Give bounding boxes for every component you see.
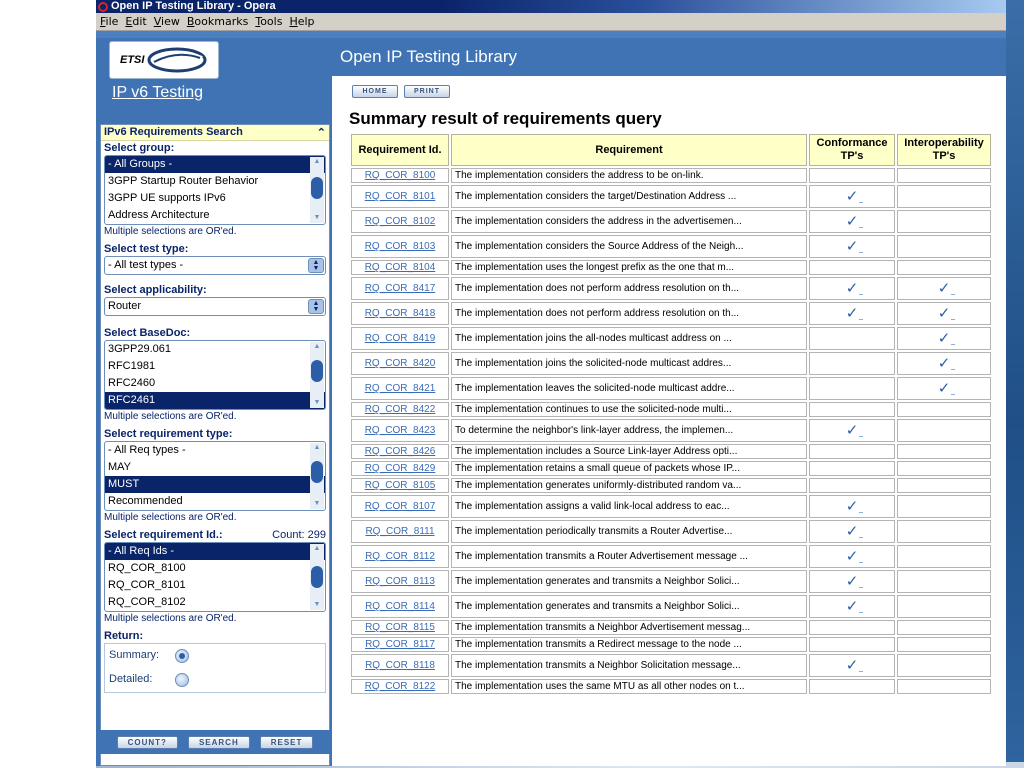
results-table: [349, 132, 993, 696]
table-row: [351, 277, 991, 300]
browser-window: [96, 0, 1006, 766]
home-button[interactable]: HOME: [352, 85, 398, 98]
requirement-id-link[interactable]: RQ_COR_8104: [364, 262, 436, 273]
interoperability-cell: [897, 444, 991, 459]
scroll-down-icon[interactable]: ▼: [313, 399, 321, 406]
conformance-cell: [809, 260, 895, 275]
table-row: [351, 595, 991, 618]
test-type-label: Select test type:: [104, 243, 189, 255]
group-note: Multiple selections are OR'ed.: [104, 226, 237, 237]
checkmark-icon[interactable]: ✓: [937, 304, 951, 322]
table-row: [351, 679, 991, 694]
interoperability-cell: [897, 570, 991, 593]
interoperability-cell: [897, 478, 991, 493]
interoperability-cell: [897, 327, 991, 350]
requirement-id-link[interactable]: RQ_COR_8122: [364, 681, 436, 692]
requirement-id-cell: [351, 654, 449, 677]
table-row: [351, 168, 991, 183]
scrollbar-thumb[interactable]: [311, 177, 323, 199]
search-button[interactable]: SEARCH: [188, 736, 250, 749]
checkmark-icon[interactable]: ✓: [845, 187, 859, 205]
count-button[interactable]: COUNT?: [117, 736, 178, 749]
requirement-id-link[interactable]: RQ_COR_8422: [364, 404, 436, 415]
requirement-text-cell: The implementation joins the solicited-node multicast addres...: [451, 352, 807, 375]
requirement-id-cell: [351, 302, 449, 325]
requirement-text-cell: The implementation generates and transmits a Neighbor Solici...: [451, 570, 807, 593]
checkmark-icon[interactable]: ✓: [937, 354, 951, 372]
detailed-radio[interactable]: [175, 673, 189, 687]
table-row: [351, 352, 991, 375]
table-row: [351, 235, 991, 258]
conformance-cell: [809, 595, 895, 618]
table-row: [351, 419, 991, 442]
conformance-cell: [809, 461, 895, 476]
requirement-id-link[interactable]: RQ_COR_8418: [364, 308, 436, 319]
list-option[interactable]: Recommended: [108, 495, 183, 507]
summary-option: Summary:: [109, 649, 160, 661]
requirement-text-cell: The implementation assigns a valid link-local address to eac...: [451, 495, 807, 518]
group-listbox[interactable]: [104, 155, 326, 225]
dropdown-arrow-icon[interactable]: ▲ ▼: [308, 299, 324, 314]
requirement-id-link[interactable]: RQ_COR_8101: [364, 191, 436, 202]
requirement-text-cell: The implementation does not perform address resolution on th...: [451, 277, 807, 300]
requirement-text-cell: The implementation generates and transmits a Neighbor Solici...: [451, 595, 807, 618]
scroll-up-icon[interactable]: ▲: [313, 158, 321, 165]
requirement-id-link[interactable]: RQ_COR_8419: [364, 333, 436, 344]
requirement-id-cell: [351, 461, 449, 476]
conformance-cell: [809, 302, 895, 325]
requirement-id-link[interactable]: RQ_COR_8426: [364, 446, 436, 457]
conformance-cell: [809, 495, 895, 518]
req-type-label: Select requirement type:: [104, 428, 233, 440]
interoperability-cell: [897, 520, 991, 543]
requirement-text-cell: The implementation considers the Source Address of the Neigh...: [451, 235, 807, 258]
dropdown-arrow-icon[interactable]: ▲ ▼: [308, 258, 324, 273]
requirement-text-cell: The implementation uses the longest prefix as the one that m...: [451, 260, 807, 275]
panel-title: IPv6 Requirements Search: [104, 126, 243, 138]
interoperability-cell: [897, 595, 991, 618]
interoperability-cell: [897, 377, 991, 400]
requirement-id-link[interactable]: RQ_COR_8420: [364, 358, 436, 369]
requirement-id-cell: [351, 277, 449, 300]
interoperability-cell: [897, 302, 991, 325]
applicability-select[interactable]: Router ▲ ▼: [104, 297, 326, 316]
requirement-id-cell: [351, 637, 449, 652]
table-row: [351, 495, 991, 518]
conformance-cell: [809, 520, 895, 543]
interoperability-cell: [897, 637, 991, 652]
summary-radio[interactable]: [175, 649, 189, 663]
requirement-id-cell: [351, 352, 449, 375]
req-id-count: Count: 299: [272, 529, 326, 541]
list-option[interactable]: RFC1981: [108, 360, 156, 372]
scrollbar[interactable]: [310, 544, 324, 610]
list-option[interactable]: RFC2461: [105, 392, 325, 409]
list-option[interactable]: RQ_COR_8101: [108, 579, 186, 591]
checkmark-icon[interactable]: ✓: [937, 279, 951, 297]
requirement-id-cell: [351, 495, 449, 518]
list-option[interactable]: RQ_COR_8100: [108, 562, 186, 574]
conformance-cell: [809, 679, 895, 694]
scrollbar[interactable]: [310, 157, 324, 223]
checkmark-icon[interactable]: ✓: [845, 421, 859, 439]
checkmark-icon[interactable]: ✓: [845, 572, 859, 590]
requirement-id-link[interactable]: RQ_COR_8105: [364, 480, 436, 491]
requirement-id-cell: [351, 327, 449, 350]
checkmark-icon[interactable]: ✓: [845, 237, 859, 255]
requirement-id-cell: [351, 419, 449, 442]
interoperability-cell: [897, 235, 991, 258]
req-type-listbox[interactable]: [104, 441, 326, 511]
conformance-cell: [809, 419, 895, 442]
table-row: [351, 402, 991, 417]
conformance-cell: [809, 327, 895, 350]
conformance-cell: [809, 352, 895, 375]
group-label: Select group:: [104, 142, 175, 154]
site-title-link[interactable]: IP v6 Testing: [112, 84, 204, 101]
req-id-listbox[interactable]: [104, 542, 326, 612]
table-header-row: [351, 134, 991, 166]
requirement-id-link[interactable]: RQ_COR_8113: [365, 576, 435, 587]
conformance-cell: [809, 185, 895, 208]
requirement-id-cell: [351, 444, 449, 459]
table-row: [351, 654, 991, 677]
conformance-cell: [809, 654, 895, 677]
nav-buttons: [352, 85, 450, 98]
requirement-id-cell: [351, 478, 449, 493]
requirement-id-link[interactable]: RQ_COR_8107: [364, 501, 436, 512]
requirement-text-cell: To determine the neighbor's link-layer address, the implemen...: [451, 419, 807, 442]
requirement-id-cell: [351, 402, 449, 417]
scroll-down-icon[interactable]: ▼: [313, 601, 321, 608]
scrollbar-thumb[interactable]: [311, 360, 323, 382]
window-title: Open IP Testing Library - Opera: [111, 0, 276, 12]
requirement-text-cell: The implementation periodically transmits a Router Advertise...: [451, 520, 807, 543]
menu-help[interactable]: Help: [289, 15, 315, 28]
requirement-text-cell: The implementation transmits a Router Advertisement message ...: [451, 545, 807, 568]
basedoc-label: Select BaseDoc:: [104, 327, 191, 339]
scroll-down-icon[interactable]: ▼: [313, 214, 321, 221]
table-row: [351, 302, 991, 325]
requirement-id-link[interactable]: RQ_COR_8112: [365, 551, 435, 562]
checkmark-icon[interactable]: ✓: [937, 379, 951, 397]
requirement-text-cell: The implementation leaves the solicited-node multicast addre...: [451, 377, 807, 400]
requirement-text-cell: The implementation considers the address in the advertisemen...: [451, 210, 807, 233]
table-row: [351, 444, 991, 459]
requirement-id-cell: [351, 377, 449, 400]
menu-file[interactable]: File: [100, 15, 119, 28]
menu-tools[interactable]: Tools: [255, 15, 283, 28]
checkmark-icon[interactable]: ✓: [845, 597, 859, 615]
list-option[interactable]: 3GPP UE supports IPv6: [108, 192, 226, 204]
conformance-cell: [809, 210, 895, 233]
requirement-text-cell: The implementation continues to use the solicited-node multi...: [451, 402, 807, 417]
menu-view[interactable]: View: [153, 15, 180, 28]
conformance-cell: [809, 444, 895, 459]
requirement-id-cell: [351, 570, 449, 593]
requirement-text-cell: The implementation joins the all-nodes multicast address on ...: [451, 327, 807, 350]
conformance-cell: [809, 235, 895, 258]
conformance-cell: [809, 570, 895, 593]
req-id-note: Multiple selections are OR'ed.: [104, 613, 237, 624]
conformance-cell: [809, 637, 895, 652]
col-conformance: Conformance TP's: [809, 134, 895, 166]
table-row: [351, 260, 991, 275]
requirement-text-cell: The implementation generates uniformly-distributed random va...: [451, 478, 807, 493]
basedoc-note: Multiple selections are OR'ed.: [104, 411, 237, 422]
checkmark-icon[interactable]: ✓: [845, 304, 859, 322]
checkmark-icon[interactable]: ✓: [845, 212, 859, 230]
requirement-id-link[interactable]: RQ_COR_8100: [364, 170, 436, 181]
etsi-logo: [109, 41, 219, 79]
checkmark-icon[interactable]: ✓: [845, 547, 859, 565]
requirement-text-cell: The implementation considers the address to be on-link.: [451, 168, 807, 183]
requirement-id-cell: [351, 545, 449, 568]
checkmark-icon[interactable]: ✓: [845, 279, 859, 297]
col-requirement: Requirement: [451, 134, 807, 166]
checkmark-icon[interactable]: ✓: [845, 497, 859, 515]
requirement-id-cell: [351, 210, 449, 233]
etsi-logo-text: ETSI: [120, 54, 145, 66]
interoperability-cell: [897, 545, 991, 568]
return-label: Return:: [104, 630, 144, 642]
return-options: [104, 643, 326, 693]
conformance-cell: [809, 377, 895, 400]
table-row: [351, 327, 991, 350]
conformance-cell: [809, 402, 895, 417]
collapse-panel-icon[interactable]: ⌃: [316, 127, 326, 139]
main-header: Open IP Testing Library: [332, 38, 1006, 76]
list-option[interactable]: - All Groups -: [105, 156, 325, 173]
interoperability-cell: [897, 654, 991, 677]
requirement-id-cell: [351, 260, 449, 275]
interoperability-cell: [897, 185, 991, 208]
scroll-up-icon[interactable]: ▲: [313, 545, 321, 552]
conformance-cell: [809, 168, 895, 183]
interoperability-cell: [897, 620, 991, 635]
list-option[interactable]: MUST: [105, 476, 325, 493]
requirement-id-cell: [351, 185, 449, 208]
requirement-text-cell: The implementation transmits a Neighbor Solicitation message...: [451, 654, 807, 677]
reset-button[interactable]: RESET: [260, 736, 314, 749]
requirement-id-link[interactable]: RQ_COR_8421: [364, 383, 436, 394]
list-option[interactable]: 3GPP29.061: [108, 343, 171, 355]
interoperability-cell: [897, 168, 991, 183]
req-type-note: Multiple selections are OR'ed.: [104, 512, 237, 523]
table-row: [351, 520, 991, 543]
list-option[interactable]: Address Architecture: [108, 209, 210, 221]
print-button[interactable]: PRINT: [404, 85, 450, 98]
requirement-id-cell: [351, 679, 449, 694]
conformance-cell: [809, 545, 895, 568]
requirement-id-link[interactable]: RQ_COR_8102: [364, 216, 436, 227]
table-row: [351, 478, 991, 493]
search-buttons: [100, 730, 330, 754]
interoperability-cell: [897, 679, 991, 694]
interoperability-cell: [897, 402, 991, 417]
interoperability-cell: [897, 260, 991, 275]
scrollbar[interactable]: [310, 443, 324, 509]
col-requirement-id: Requirement Id.: [351, 134, 449, 166]
sidebar: [96, 38, 332, 766]
requirement-id-cell: [351, 235, 449, 258]
requirements-search-panel: [100, 124, 330, 766]
applicability-label: Select applicability:: [104, 284, 207, 296]
table-row: [351, 620, 991, 635]
menu-edit[interactable]: Edit: [125, 15, 147, 28]
list-option[interactable]: RQ_COR_8102: [108, 596, 186, 608]
requirement-id-link[interactable]: RQ_COR_8423: [364, 425, 436, 436]
panel-header: [101, 125, 329, 141]
requirement-id-cell: [351, 620, 449, 635]
requirement-text-cell: The implementation uses the same MTU as all other nodes on t...: [451, 679, 807, 694]
list-option[interactable]: - All Req types -: [108, 444, 186, 456]
interoperability-cell: [897, 495, 991, 518]
requirement-id-link[interactable]: RQ_COR_8429: [364, 463, 436, 474]
interoperability-cell: [897, 210, 991, 233]
menu-bar: [96, 13, 1006, 31]
requirement-id-cell: [351, 520, 449, 543]
table-row: [351, 570, 991, 593]
requirement-id-link[interactable]: RQ_COR_8103: [364, 241, 436, 252]
list-option[interactable]: MAY: [108, 461, 132, 473]
list-option[interactable]: 3GPP Startup Router Behavior: [108, 175, 259, 187]
requirement-id-cell: [351, 168, 449, 183]
conformance-cell: [809, 478, 895, 493]
menu-bookmarks[interactable]: Bookmarks: [186, 15, 249, 28]
top-band: [96, 31, 1006, 38]
requirement-text-cell: The implementation includes a Source Link-layer Address opti...: [451, 444, 807, 459]
requirement-text-cell: The implementation considers the target/Destination Address ...: [451, 185, 807, 208]
conformance-cell: [809, 277, 895, 300]
interoperability-cell: [897, 419, 991, 442]
requirement-text-cell: The implementation does not perform address resolution on th...: [451, 302, 807, 325]
requirement-text-cell: The implementation retains a small queue of packets whose IP...: [451, 461, 807, 476]
opera-logo-icon: [98, 2, 108, 12]
scrollbar[interactable]: [310, 342, 324, 408]
list-option[interactable]: RFC2460: [108, 377, 156, 389]
checkmark-icon[interactable]: ✓: [845, 522, 859, 540]
req-id-label: Select requirement Id.: Count: 299: [104, 529, 326, 541]
scrollbar-thumb[interactable]: [311, 461, 323, 483]
window-titlebar[interactable]: [96, 0, 1006, 13]
table-row: [351, 637, 991, 652]
test-type-select[interactable]: - All test types - ▲ ▼: [104, 256, 326, 275]
scroll-up-icon[interactable]: ▲: [313, 444, 321, 451]
table-row: [351, 461, 991, 476]
table-row: [351, 210, 991, 233]
main-content: [332, 76, 1006, 766]
slide-decoration-right: [1006, 0, 1024, 768]
table-row: [351, 185, 991, 208]
page-title: Summary result of requirements query: [349, 109, 662, 128]
list-option[interactable]: - All Req Ids -: [105, 543, 325, 560]
interoperability-cell: [897, 352, 991, 375]
etsi-swoosh-icon: [146, 46, 208, 74]
scrollbar-thumb[interactable]: [311, 566, 323, 588]
scroll-down-icon[interactable]: ▼: [313, 500, 321, 507]
checkmark-icon[interactable]: ✓: [937, 329, 951, 347]
table-row: [351, 377, 991, 400]
checkmark-icon[interactable]: ✓: [845, 656, 859, 674]
interoperability-cell: [897, 277, 991, 300]
conformance-cell: [809, 620, 895, 635]
table-row: [351, 545, 991, 568]
col-interoperability: Interoperability TP's: [897, 134, 991, 166]
requirement-id-link[interactable]: RQ_COR_8118: [365, 660, 435, 671]
requirement-id-cell: [351, 595, 449, 618]
interoperability-cell: [897, 461, 991, 476]
requirement-id-link[interactable]: RQ_COR_8117: [365, 639, 435, 650]
requirement-text-cell: The implementation transmits a Redirect message to the node ...: [451, 637, 807, 652]
requirement-id-link[interactable]: RQ_COR_8417: [364, 283, 436, 294]
requirement-id-link[interactable]: RQ_COR_8111: [365, 526, 435, 537]
detailed-option: Detailed:: [109, 673, 153, 685]
requirement-text-cell: The implementation transmits a Neighbor Advertisement messag...: [451, 620, 807, 635]
basedoc-listbox[interactable]: [104, 340, 326, 410]
requirement-id-link[interactable]: RQ_COR_8114: [365, 601, 435, 612]
requirement-id-link[interactable]: RQ_COR_8115: [365, 622, 435, 633]
scroll-up-icon[interactable]: ▲: [313, 343, 321, 350]
